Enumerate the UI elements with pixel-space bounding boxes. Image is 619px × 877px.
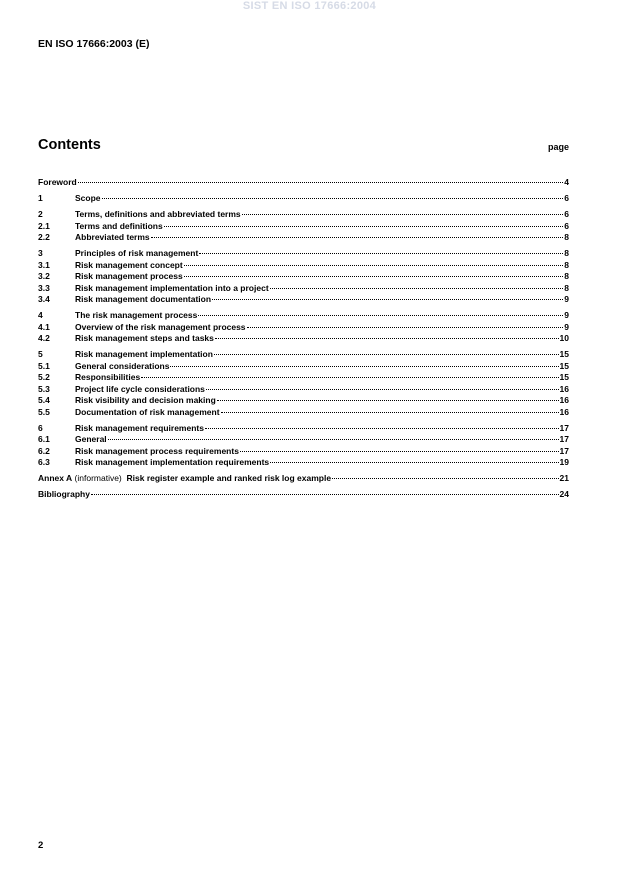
toc-entry-title-text: Risk management implementation into a project <box>75 282 269 293</box>
toc-entry[interactable] <box>38 193 569 205</box>
toc-entry-title <box>75 209 241 221</box>
toc-entry-number: 2.2 <box>38 232 50 242</box>
toc-entry-page: 8 <box>564 248 569 258</box>
toc-entry-title <box>75 407 220 419</box>
dot-leader <box>184 265 564 266</box>
toc-entry-title-text: The risk management process <box>75 310 198 320</box>
toc-entry-title-text: General <box>75 434 107 444</box>
toc-entry-page: 17 <box>559 434 569 444</box>
toc-entry-title-text: Annex A <box>38 473 73 483</box>
toc-entry-number: 2.1 <box>38 220 50 231</box>
toc-entry-title <box>75 446 239 458</box>
toc-entry[interactable] <box>38 423 569 435</box>
dot-leader <box>102 198 564 199</box>
toc-entry-page: 9 <box>564 321 569 332</box>
toc-entry-page: 16 <box>559 406 569 417</box>
toc-entry[interactable] <box>38 384 569 396</box>
toc-entry-page: 21 <box>559 473 569 483</box>
toc-entry-title <box>75 322 246 334</box>
toc-entry[interactable] <box>38 333 569 345</box>
dot-leader <box>240 451 559 452</box>
toc-entry-title <box>75 333 214 345</box>
toc-entry-title <box>75 372 140 384</box>
toc-entry-title-text: Risk management requirements <box>75 422 204 433</box>
toc-entry-page: 16 <box>559 383 569 394</box>
dot-leader <box>141 377 558 378</box>
toc-entry-title <box>38 489 90 501</box>
toc-entry[interactable] <box>38 232 569 244</box>
toc-entry-title-text: Risk management process <box>75 271 183 281</box>
dot-leader <box>164 226 564 227</box>
dot-leader <box>215 338 559 339</box>
toc-entry-number: 3.1 <box>38 259 50 270</box>
document-identifier: EN ISO 17666:2003 (E) <box>38 38 150 50</box>
toc-entry-title <box>75 434 107 446</box>
toc-entry-number: 5.1 <box>38 360 50 371</box>
toc-entry-title-text: Risk visibility and decision making <box>75 395 216 405</box>
toc-entry-number: 1 <box>38 193 43 203</box>
toc-entry-number: 5.4 <box>38 395 50 405</box>
toc-entry-title-text: Responsibilities <box>75 372 141 382</box>
toc-entry[interactable] <box>38 177 569 189</box>
toc-entry-title-text: Risk management process requirements <box>75 445 239 456</box>
toc-entry-title-text: Overview of the risk management process <box>75 321 246 332</box>
toc-entry-title <box>75 294 211 306</box>
toc-entry-title <box>38 473 331 485</box>
toc-entry-page: 6 <box>564 193 569 203</box>
toc-entry-title-text: Scope <box>75 193 101 203</box>
toc-entry-number: 3.2 <box>38 271 50 281</box>
toc-entry-title-text: Foreword <box>38 177 77 187</box>
toc-entry-title-text: General considerations <box>75 360 170 371</box>
toc-entry[interactable] <box>38 271 569 283</box>
toc-entry-page: 9 <box>564 310 569 320</box>
toc-entry-page: 6 <box>564 220 569 231</box>
toc-entry[interactable] <box>38 372 569 384</box>
toc-entry-page: 6 <box>564 209 569 219</box>
dot-leader <box>91 494 559 495</box>
toc-entry-title <box>75 283 269 295</box>
toc-entry[interactable] <box>38 260 569 272</box>
toc-entry-title <box>75 349 213 361</box>
dot-leader <box>332 478 558 479</box>
toc-entry-title-text: Bibliography <box>38 489 90 499</box>
toc-entry-title <box>75 260 183 272</box>
dot-leader <box>78 182 564 183</box>
toc-entry-title <box>75 384 205 396</box>
dot-leader <box>242 214 564 215</box>
toc-entry-page: 4 <box>564 177 569 187</box>
toc-entry-page: 15 <box>559 349 569 359</box>
toc-entry-page: 17 <box>559 422 569 433</box>
toc-entry-page: 16 <box>559 395 569 405</box>
toc-entry[interactable] <box>38 473 569 485</box>
toc-entry[interactable] <box>38 446 569 458</box>
toc-entry-title <box>38 177 77 189</box>
toc-entry-number: 2 <box>38 209 43 219</box>
toc-entry[interactable] <box>38 294 569 306</box>
toc-entry-number: 5.3 <box>38 383 50 394</box>
toc-entry[interactable] <box>38 248 569 260</box>
toc-entry-title <box>75 221 163 233</box>
toc-entry-annex-type: (informative) <box>72 473 127 483</box>
toc-entry-page: 19 <box>559 457 569 467</box>
toc-entry-title <box>75 457 269 469</box>
toc-entry[interactable] <box>38 407 569 419</box>
toc-entry-title-text: Risk management steps and tasks <box>75 333 214 343</box>
dot-leader <box>247 327 564 328</box>
toc-entry[interactable] <box>38 349 569 361</box>
toc-entry[interactable] <box>38 457 569 469</box>
dot-leader <box>221 412 559 413</box>
dot-leader <box>206 389 559 390</box>
toc-entry-title-text: Documentation of risk management <box>75 406 220 417</box>
toc-entry-title-text: Project life cycle considerations <box>75 383 205 394</box>
dot-leader <box>214 354 559 355</box>
toc-entry[interactable] <box>38 221 569 233</box>
dot-leader <box>205 428 559 429</box>
toc-entry-title-text: Risk management implementation requirements <box>75 457 270 467</box>
toc-entry[interactable] <box>38 434 569 446</box>
toc-entry[interactable] <box>38 209 569 221</box>
toc-entry-number: 6 <box>38 422 43 433</box>
toc-entry-number: 5.2 <box>38 372 50 382</box>
toc-entry[interactable] <box>38 283 569 295</box>
toc-entry-page: 10 <box>559 333 569 343</box>
toc-entry[interactable] <box>38 395 569 407</box>
contents-heading: Contents <box>38 137 101 153</box>
toc-entry-title <box>75 310 197 322</box>
toc-entry-number: 4.2 <box>38 333 50 343</box>
toc-entry-page: 9 <box>564 294 569 304</box>
toc-entry-title <box>75 361 169 373</box>
dot-leader <box>198 315 563 316</box>
watermark: SIST EN ISO 17666:2004 <box>242 0 377 12</box>
toc-entry-number: 5 <box>38 349 43 359</box>
toc-entry-number: 6.2 <box>38 445 50 456</box>
toc-entry-number: 4.1 <box>38 321 50 332</box>
toc-entry-page: 8 <box>564 271 569 281</box>
toc-entry-annex-title: Risk register example and ranked risk log example <box>126 473 332 483</box>
toc-entry-page: 15 <box>559 360 569 371</box>
table-of-contents <box>38 177 569 501</box>
toc-entry-page: 8 <box>564 282 569 293</box>
dot-leader <box>151 237 564 238</box>
dot-leader <box>184 276 564 277</box>
toc-entry-title <box>75 193 101 205</box>
toc-entry-number: 5.5 <box>38 406 50 417</box>
dot-leader <box>212 299 563 300</box>
dot-leader <box>108 439 559 440</box>
page-column-label: page <box>547 142 569 152</box>
toc-entry-number: 4 <box>38 310 43 320</box>
toc-entry[interactable] <box>38 489 569 501</box>
dot-leader <box>270 288 564 289</box>
toc-entry-title <box>75 248 198 260</box>
toc-entry-page: 8 <box>564 232 569 242</box>
toc-entry-title-text: Risk management documentation <box>75 294 212 304</box>
dot-leader <box>217 400 559 401</box>
toc-entry-number: 3.4 <box>38 294 50 304</box>
toc-entry-title-text: Risk management implementation <box>75 349 213 359</box>
toc-entry-title <box>75 232 150 244</box>
toc-entry-title-text: Risk management concept <box>75 259 183 270</box>
dot-leader <box>270 462 558 463</box>
toc-entry[interactable] <box>38 361 569 373</box>
toc-entry-page: 24 <box>559 489 569 499</box>
toc-entry[interactable] <box>38 310 569 322</box>
toc-entry-title-text: Terms, definitions and abbreviated terms <box>75 209 241 219</box>
toc-entry-page: 15 <box>559 372 569 382</box>
toc-entry-title-text: Terms and definitions <box>75 220 163 231</box>
toc-entry-title <box>75 423 204 435</box>
toc-entry-title-text: Abbreviated terms <box>75 232 150 242</box>
toc-entry[interactable] <box>38 322 569 334</box>
dot-leader <box>199 253 563 254</box>
toc-entry-number: 3 <box>38 248 43 258</box>
dot-leader <box>170 366 558 367</box>
toc-entry-page: 8 <box>564 259 569 270</box>
toc-entry-number: 6.3 <box>38 457 50 467</box>
toc-entry-number: 6.1 <box>38 434 50 444</box>
toc-entry-title-text: Principles of risk management <box>75 248 199 258</box>
toc-entry-page: 17 <box>559 445 569 456</box>
toc-entry-title <box>75 395 216 407</box>
toc-entry-number: 3.3 <box>38 282 50 293</box>
page-number: 2 <box>38 840 44 851</box>
toc-entry-title <box>75 271 183 283</box>
